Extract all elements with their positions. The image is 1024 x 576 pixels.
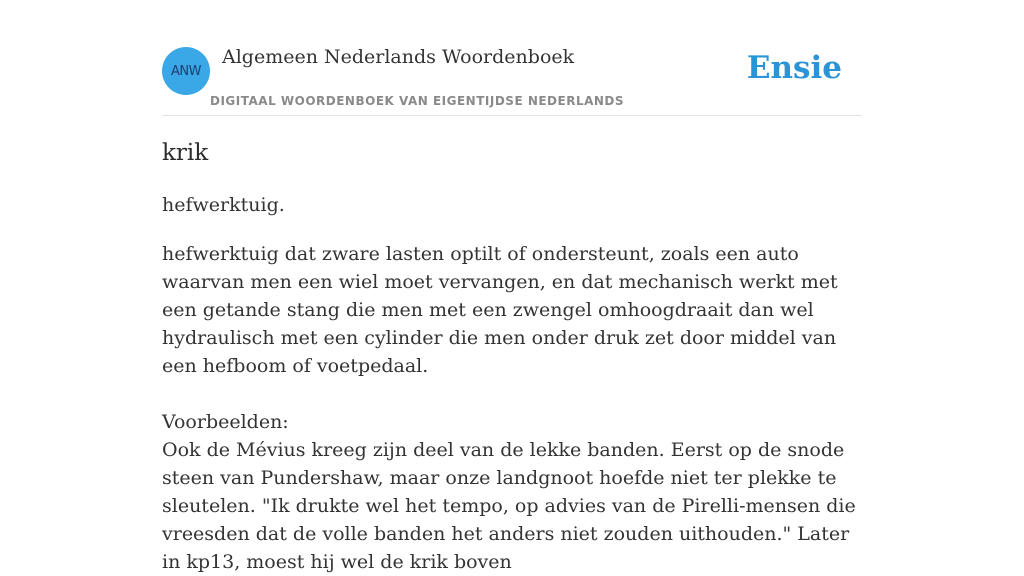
ensie-brand-logo[interactable]: Ensie	[746, 50, 842, 86]
entry-short-definition: hefwerktuig.	[162, 194, 285, 216]
example-text: Ook de Mévius kreeg zijn deel van de lekke banden. Eerst op de snode steen van Pundershaw, maar onze landgnoot hoefde niet ter plekke te sleutelen. "Ik drukte wel het tempo, op advies van de Pirelli-mensen die vreesden dat de volle banden het anders niet zouden uithouden." Later in kp13, moest hij wel de krik boven	[162, 439, 856, 573]
page	[162, 0, 862, 573]
site-title[interactable]: Algemeen Nederlands Woordenboek	[222, 46, 575, 68]
site-header	[162, 0, 862, 116]
anw-logo-text: ANW	[171, 63, 201, 79]
entry-content	[162, 240, 862, 576]
anw-logo[interactable]	[162, 47, 210, 95]
examples-label: Voorbeelden:	[162, 411, 289, 433]
paragraph-gap	[162, 380, 862, 408]
entry-headword: krik	[162, 140, 209, 166]
site-subtitle: DIGITAAL WOORDENBOEK VAN EIGENTIJDSE NEDERLANDS	[210, 94, 625, 108]
entry-definition: hefwerktuig dat zware lasten optilt of ondersteunt, zoals een auto waarvan men een wiel moet vervangen, en dat mechanisch werkt met een getande stang die men met een zwengel omhoogdraait dan wel hydraulisch met een cylinder die men onder druk zet door middel van een hefboom of voetpedaal.	[162, 243, 838, 377]
